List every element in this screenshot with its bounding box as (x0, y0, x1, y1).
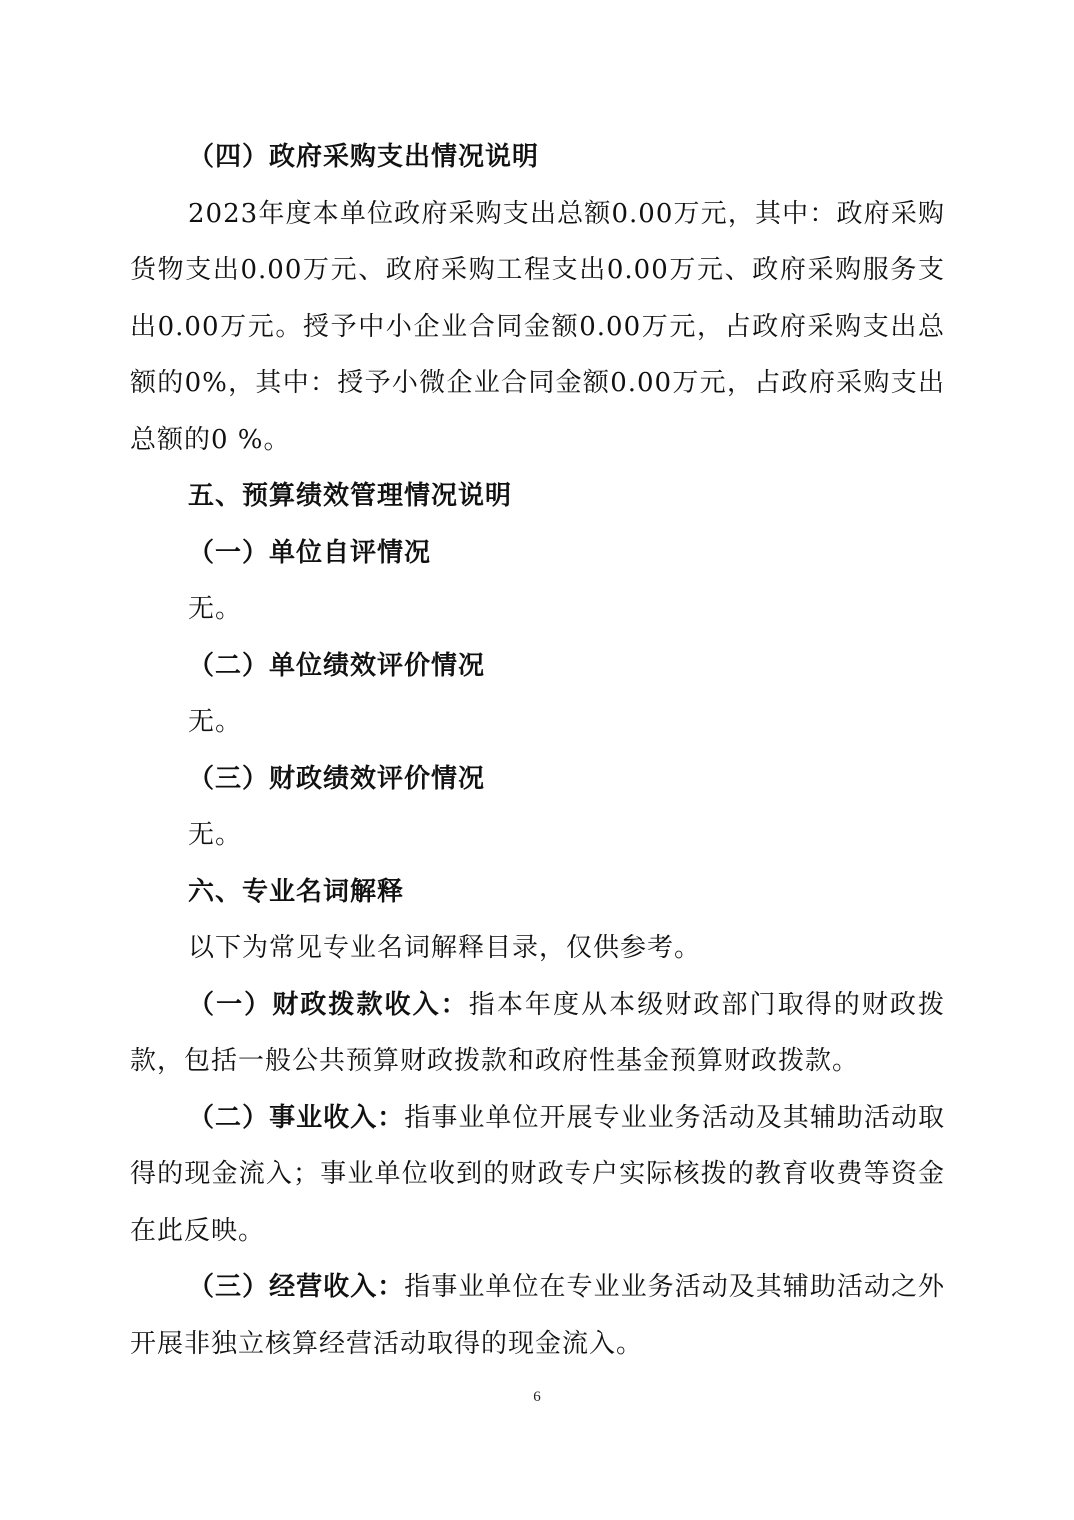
term-label: （三）经营收入： (188, 1272, 405, 1302)
section5-item1-heading: （一）单位自评情况 (188, 537, 432, 568)
term-label: （一）财政拨款收入： (188, 989, 469, 1020)
section5-heading: 五、预算绩效管理情况说明 (188, 481, 513, 511)
section5-item3-body: 无。 (188, 820, 243, 850)
term-paragraph-2 (130, 1090, 945, 1260)
section6-intro: 以下为常见专业名词解释目录，仅供参考。 (188, 933, 702, 963)
section5-item2-body: 无。 (188, 707, 243, 737)
section4-body: 2023年度本单位政府采购支出总额0.00万元，其中：政府采购货物支出0.00万元、政府采购工程支出0.00万元、政府采购服务支出0.00万元。授予中小企业合同金额0.00万元，占政府采购支出总额的0%，其中：授予小微企业合同金额0.00万元，占政府采购支出总额的0 %。 (130, 198, 945, 455)
document-content (130, 129, 945, 1372)
term-paragraph-3 (130, 1259, 945, 1372)
term-label: （二）事业收入： (188, 1102, 405, 1133)
section5-item2-heading: （二）单位绩效评价情况 (188, 650, 486, 681)
term-definition: 指事业单位在专业业务活动及其辅助活动之外开展非独立核算经营活动取得的现金流入。 (130, 1272, 945, 1359)
section5-item1-body: 无。 (188, 594, 243, 624)
section4-heading: （四）政府采购支出情况说明 (188, 142, 540, 172)
term-definition: 指事业单位开展专业业务活动及其辅助活动取得的现金流入；事业单位收到的财政专户实际核拨的教育收费等资金在此反映。 (130, 1102, 945, 1246)
section5-item3-heading: （三）财政绩效评价情况 (188, 763, 486, 794)
term-definition: 指本年度从本级财政部门取得的财政拨款，包括一般公共预算财政拨款和政府性基金预算财政拨款。 (130, 989, 945, 1076)
section6-heading: 六、专业名词解释 (188, 876, 405, 907)
term-paragraph-1 (130, 977, 945, 1090)
page-number: 6 (533, 1389, 541, 1405)
